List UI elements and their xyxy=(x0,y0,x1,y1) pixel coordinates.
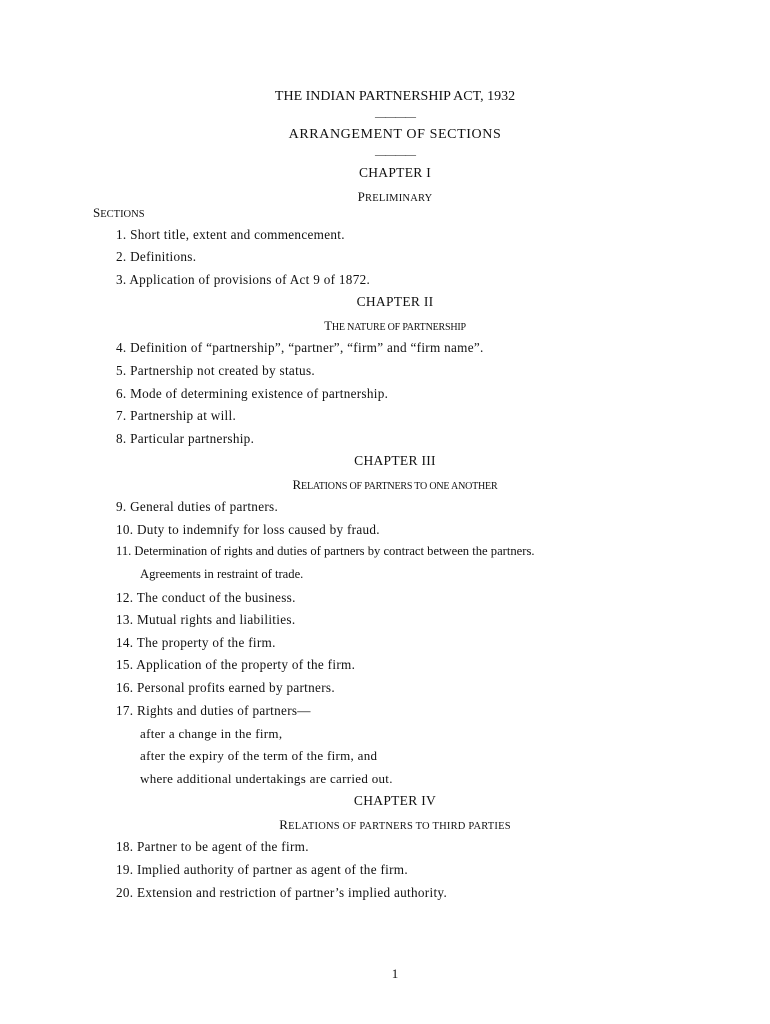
chapter-3-heading: CHAPTER III xyxy=(354,453,436,468)
section-subitem: where additional undertakings are carried out. xyxy=(140,771,393,786)
section-subitem: after the expiry of the term of the firm, and xyxy=(140,748,378,763)
arrangement-rule: ———— xyxy=(375,149,415,161)
arrangement-heading: ARRANGEMENT OF SECTIONS xyxy=(288,127,502,142)
section-item: 14. The property of the firm. xyxy=(116,635,276,650)
section-subitem: Agreements in restraint of trade. xyxy=(140,567,304,581)
section-item: 9. General duties of partners. xyxy=(116,499,279,514)
section-item: 10. Duty to indemnify for loss caused by fraud. xyxy=(116,522,380,537)
section-item: 2. Definitions. xyxy=(116,249,197,264)
section-item: 5. Partnership not created by status. xyxy=(116,363,315,378)
chapter-1-heading: CHAPTER I xyxy=(358,165,432,180)
section-item: 13. Mutual rights and liabilities. xyxy=(116,612,296,627)
section-item: 20. Extension and restriction of partner’s implied authority. xyxy=(116,885,448,900)
chapter-4-subtitle: RELATIONS OF PARTNERS TO THIRD PARTIES xyxy=(279,817,511,832)
title-rule: ———— xyxy=(375,111,415,123)
sections-label: SECTIONS xyxy=(93,205,145,220)
section-item: 16. Personal profits earned by partners. xyxy=(116,680,335,695)
section-item: 1. Short title, extent and commencement. xyxy=(116,227,345,242)
act-title: THE INDIAN PARTNERSHIP ACT, 1932 xyxy=(274,89,516,104)
section-item: 18. Partner to be agent of the firm. xyxy=(116,839,309,854)
section-item: 7. Partnership at will. xyxy=(116,408,237,423)
section-item: 8. Particular partnership. xyxy=(116,431,255,446)
section-item: 15. Application of the property of the firm. xyxy=(116,657,356,672)
chapter-2-subtitle: THE NATURE OF PARTNERSHIP xyxy=(324,318,466,333)
section-item: 17. Rights and duties of partners— xyxy=(116,703,311,718)
page-number: 1 xyxy=(391,966,399,981)
section-item: 4. Definition of “partnership”, “partner”, “firm” and “firm name”. xyxy=(116,340,484,355)
chapter-3-subtitle: RELATIONS OF PARTNERS TO ONE ANOTHER xyxy=(292,477,498,492)
chapter-4-heading: CHAPTER IV xyxy=(353,793,437,808)
chapter-1-subtitle: PRELIMINARY xyxy=(357,189,433,204)
section-item: 6. Mode of determining existence of partnership. xyxy=(116,386,389,401)
section-item: 12. The conduct of the business. xyxy=(116,590,296,605)
section-item: 3. Application of provisions of Act 9 of 1872. xyxy=(116,272,371,287)
section-subitem: after a change in the firm, xyxy=(140,726,283,741)
section-item: 11. Determination of rights and duties of partners by contract between the partners. xyxy=(116,544,535,558)
chapter-2-heading: CHAPTER II xyxy=(356,294,434,309)
section-item: 19. Implied authority of partner as agent of the firm. xyxy=(116,862,408,877)
